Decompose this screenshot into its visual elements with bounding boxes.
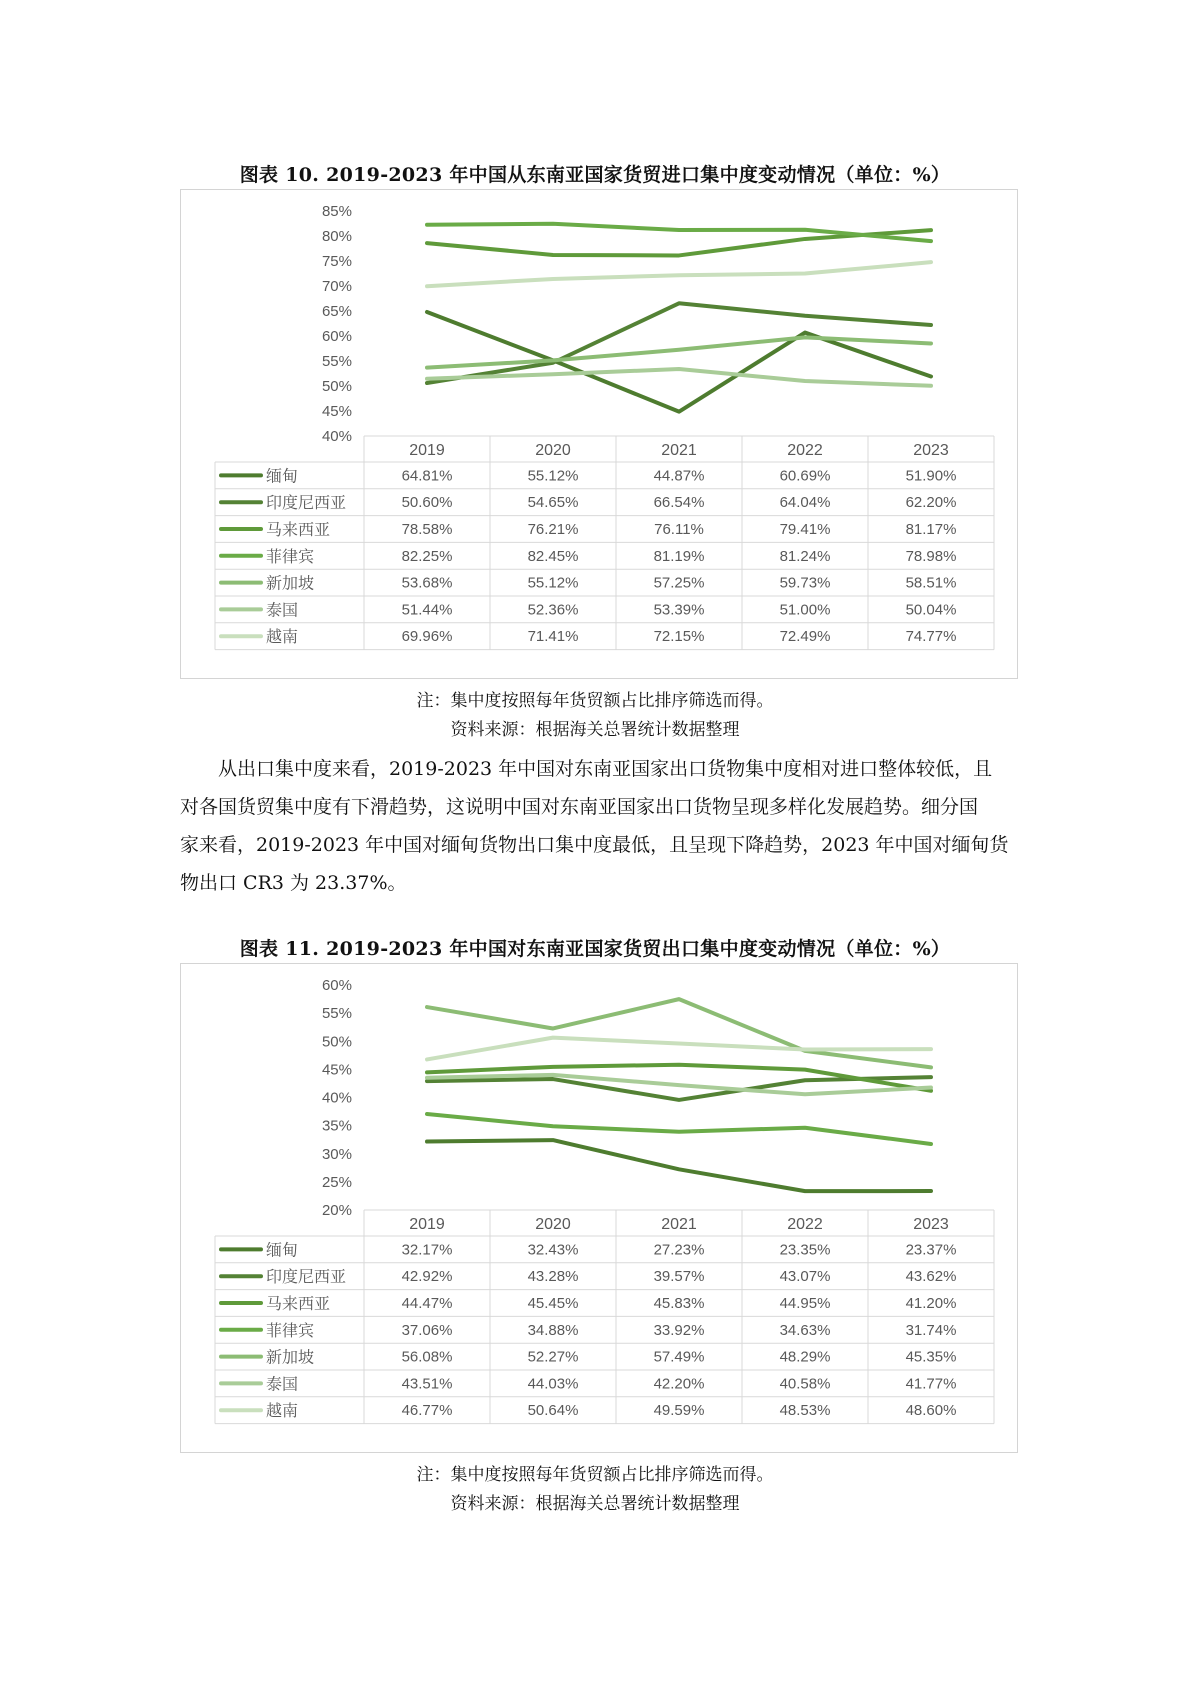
series-line (427, 1140, 931, 1191)
y-tick-label: 45% (321, 403, 352, 420)
table-cell-value: 72.15% (653, 628, 705, 646)
x-category-label: 2022 (787, 442, 823, 459)
table-cell-value: 55.12% (527, 467, 579, 485)
table-cell-value: 59.73% (779, 574, 831, 592)
table-cell-value: 66.54% (653, 494, 705, 512)
paragraph-line-2: 对各国货贸集中度有下滑趋势，这说明中国对东南亚国家出口货物呈现多样化发展趋势。细分国 (180, 796, 979, 818)
chart-10-svg (181, 190, 1017, 678)
y-tick-label: 25% (321, 1173, 352, 1191)
legend-label: 新加坡 (266, 1347, 315, 1367)
series-line (427, 224, 931, 241)
legend-label: 马来西亚 (266, 520, 331, 539)
x-category-label: 2022 (787, 1216, 823, 1233)
table-cell-value: 32.17% (401, 1241, 453, 1259)
chart-10-title: 图表 10. 2019-2023 年中国从东南亚国家货贸进口集中度变动情况（单位：%） (239, 164, 951, 186)
series-line (427, 262, 931, 286)
paragraph-line-1: 从出口集中度来看，2019-2023 年中国对东南亚国家出口货物集中度相对进口整体较低，且 (218, 758, 993, 780)
y-tick-label: 60% (321, 328, 352, 345)
table-cell-value: 43.07% (779, 1268, 831, 1286)
series-line (427, 1077, 931, 1100)
table-cell-value: 58.51% (905, 574, 957, 592)
chart-11-title: 图表 11. 2019-2023 年中国对东南亚国家货贸出口集中度变动情况（单位：%） (239, 938, 951, 960)
y-tick-label: 40% (321, 428, 352, 445)
table-cell-value: 41.77% (905, 1375, 957, 1393)
table-cell-value: 37.06% (401, 1321, 453, 1339)
table-cell-value: 34.63% (779, 1321, 831, 1339)
table-cell-value: 44.87% (653, 467, 705, 485)
chart-11-note: 注：集中度按照每年货贸额占比排序筛选而得。 (416, 1465, 774, 1485)
table-cell-value: 54.65% (527, 494, 579, 512)
y-tick-label: 55% (321, 353, 352, 370)
legend-label: 新加坡 (266, 573, 315, 593)
table-cell-value: 23.35% (779, 1241, 831, 1259)
table-cell-value: 45.83% (653, 1295, 705, 1312)
table-cell-value: 40.58% (779, 1375, 831, 1393)
y-tick-label: 75% (321, 253, 352, 270)
table-cell-value: 44.47% (401, 1295, 453, 1312)
chart-10 (180, 189, 1018, 679)
legend-label: 菲律宾 (266, 1320, 315, 1340)
chart-11 (180, 963, 1018, 1453)
table-cell-value: 43.51% (401, 1375, 453, 1393)
table-cell-value: 44.95% (779, 1295, 831, 1312)
chart-10-source: 资料来源：根据海关总署统计数据整理 (450, 720, 740, 740)
chart-11-svg (181, 964, 1017, 1452)
x-category-label: 2019 (409, 1216, 445, 1233)
table-cell-value: 81.17% (905, 521, 957, 538)
table-cell-value: 56.08% (401, 1348, 453, 1366)
y-tick-label: 80% (321, 228, 352, 245)
legend-label: 马来西亚 (266, 1294, 331, 1313)
table-cell-value: 78.58% (401, 521, 453, 538)
x-category-label: 2020 (535, 1216, 571, 1233)
table-cell-value: 55.12% (527, 574, 579, 592)
table-cell-value: 72.49% (779, 628, 831, 646)
chart-11-source: 资料来源：根据海关总署统计数据整理 (450, 1494, 740, 1514)
table-cell-value: 82.25% (401, 547, 453, 565)
table-cell-value: 53.39% (653, 601, 705, 619)
y-tick-label: 20% (321, 1202, 352, 1219)
x-category-label: 2020 (535, 442, 571, 459)
table-cell-value: 60.69% (779, 467, 831, 485)
y-tick-label: 70% (321, 278, 352, 295)
table-cell-value: 49.59% (653, 1402, 705, 1420)
table-cell-value: 27.23% (653, 1241, 705, 1259)
table-cell-value: 32.43% (527, 1241, 579, 1259)
body-paragraph (180, 750, 1016, 902)
table-cell-value: 51.44% (401, 601, 453, 619)
y-tick-label: 50% (321, 378, 352, 395)
table-cell-value: 42.20% (653, 1375, 705, 1393)
table-cell-value: 64.81% (401, 467, 453, 485)
table-cell-value: 42.92% (401, 1268, 453, 1286)
table-cell-value: 71.41% (527, 628, 579, 646)
table-cell-value: 51.00% (779, 601, 831, 619)
x-category-label: 2023 (913, 1216, 949, 1233)
legend-label: 泰国 (266, 600, 299, 620)
table-cell-value: 82.45% (527, 547, 579, 565)
x-category-label: 2019 (409, 442, 445, 459)
table-cell-value: 78.98% (905, 547, 957, 565)
legend-label: 越南 (266, 627, 299, 647)
y-tick-label: 60% (321, 977, 352, 994)
table-cell-value: 43.28% (527, 1268, 579, 1286)
x-category-label: 2021 (661, 1216, 697, 1233)
legend-label: 泰国 (266, 1374, 299, 1394)
table-cell-value: 64.04% (779, 494, 831, 512)
table-cell-value: 69.96% (401, 628, 453, 646)
x-category-label: 2021 (661, 442, 697, 459)
table-cell-value: 43.62% (905, 1268, 957, 1286)
table-cell-value: 23.37% (905, 1241, 957, 1259)
table-cell-value: 52.27% (527, 1348, 579, 1366)
table-cell-value: 48.60% (905, 1402, 957, 1420)
series-line (427, 999, 931, 1067)
table-cell-value: 34.88% (527, 1321, 579, 1339)
table-cell-value: 50.04% (905, 601, 957, 619)
chart-10-note: 注：集中度按照每年货贸额占比排序筛选而得。 (416, 691, 774, 711)
table-cell-value: 46.77% (401, 1402, 453, 1420)
table-cell-value: 41.20% (905, 1295, 957, 1312)
table-cell-value: 53.68% (401, 574, 453, 592)
legend-label: 缅甸 (266, 466, 299, 486)
y-tick-label: 50% (321, 1033, 352, 1051)
table-cell-value: 81.19% (653, 547, 705, 565)
y-tick-label: 30% (321, 1145, 352, 1163)
y-tick-label: 55% (321, 1005, 352, 1023)
table-cell-value: 79.41% (779, 521, 831, 538)
table-cell-value: 39.57% (653, 1268, 705, 1286)
table-cell-value: 57.49% (653, 1348, 705, 1366)
table-cell-value: 57.25% (653, 574, 705, 592)
y-tick-label: 35% (321, 1117, 352, 1135)
table-cell-value: 50.60% (401, 494, 453, 512)
table-cell-value: 50.64% (527, 1402, 579, 1420)
legend-label: 越南 (266, 1401, 299, 1421)
table-cell-value: 45.35% (905, 1348, 957, 1366)
y-tick-label: 40% (321, 1089, 352, 1107)
table-cell-value: 45.45% (527, 1295, 579, 1312)
table-cell-value: 76.11% (654, 521, 704, 538)
table-cell-value: 31.74% (905, 1321, 957, 1339)
x-category-label: 2023 (913, 442, 949, 459)
table-cell-value: 48.29% (779, 1348, 831, 1366)
table-cell-value: 33.92% (653, 1321, 705, 1339)
table-cell-value: 44.03% (527, 1375, 579, 1393)
table-cell-value: 51.90% (905, 467, 957, 485)
y-tick-label: 45% (321, 1061, 352, 1079)
legend-label: 菲律宾 (266, 546, 315, 566)
table-cell-value: 76.21% (527, 521, 579, 538)
paragraph-line-3: 家来看，2019-2023 年中国对缅甸货物出口集中度最低，且呈现下降趋势，2023 年中国对缅甸货 (180, 834, 1009, 856)
table-cell-value: 62.20% (905, 494, 957, 512)
table-cell-value: 81.24% (779, 547, 831, 565)
table-cell-value: 52.36% (527, 601, 579, 619)
y-tick-label: 65% (321, 303, 352, 320)
legend-label: 印度尼西亚 (266, 493, 347, 513)
paragraph-line-4: 物出口 CR3 为 23.37%。 (180, 872, 407, 894)
table-cell-value: 74.77% (905, 628, 957, 646)
y-tick-label: 85% (321, 203, 352, 220)
legend-label: 缅甸 (266, 1240, 299, 1260)
table-cell-value: 48.53% (779, 1402, 831, 1420)
legend-label: 印度尼西亚 (266, 1267, 347, 1287)
